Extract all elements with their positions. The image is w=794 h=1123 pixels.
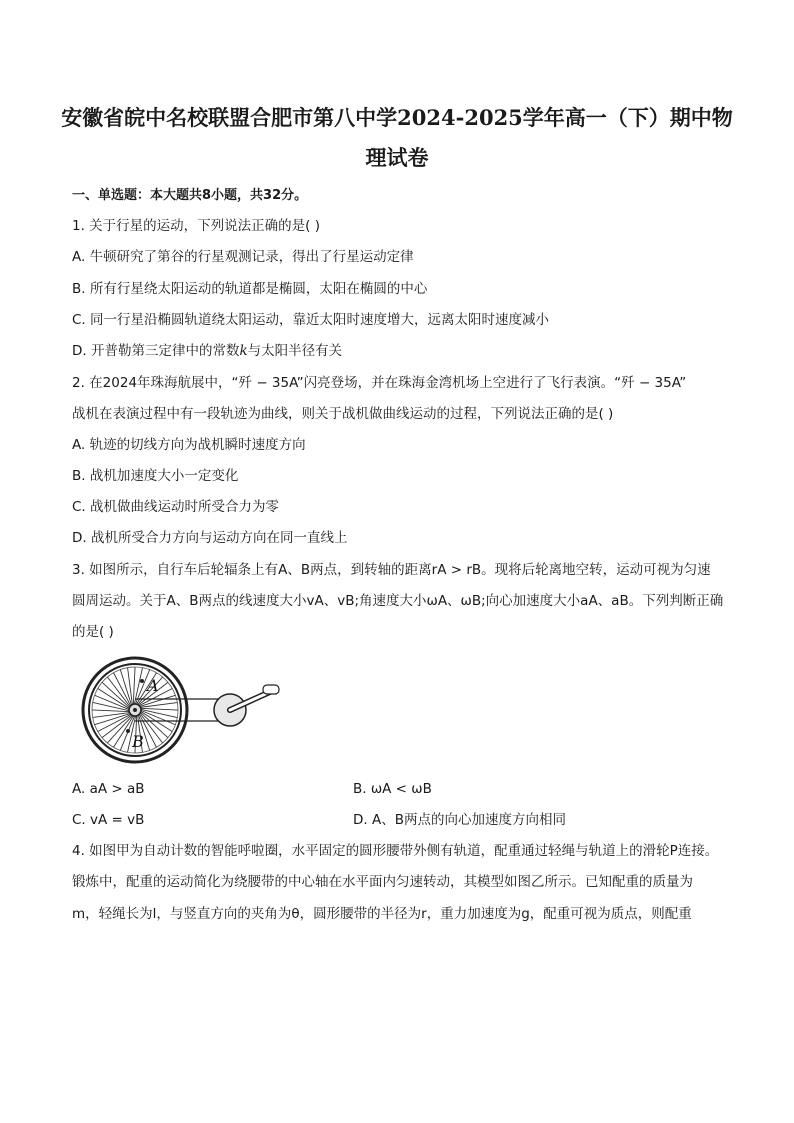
wheel-spoke [140,709,177,717]
q3-option-b: B. ωA < ωB [353,781,432,797]
section-heading: 一、单选题：本大题共8小题，共32分。 [72,188,308,203]
point-a-label: A [147,676,159,695]
q1-option-d [72,342,732,360]
q1-option-c: C. 同一行星沿椭圆轨道绕太阳运动，靠近太阳时速度增大，远离太阳时速度减小 [72,312,550,328]
point-a-dot [140,679,144,683]
q3-option-c: C. vA = vB [72,812,145,828]
q4-stem-line2: 锻炼中，配重的运动简化为绕腰带的中心轴在水平面内匀速转动，其模型如图乙所示。已知配重的质量为 [72,874,693,890]
wheel-spoke [93,702,130,710]
q1-option-d-pre: D. 开普勒第三定律中的常数 [72,343,240,359]
q3-stem-line2: 圆周运动。关于A、B两点的线速度大小vA、vB;角速度大小ωA、ωB;向心加速度大小aA、aB。下列判断正确 [72,593,724,609]
q3-option-d: D. A、B两点的向心加速度方向相同 [353,812,566,828]
q1-option-d-post: 与太阳半径有关 [247,343,343,359]
q2-option-a: A. 轨迹的切线方向为战机瞬时速度方向 [72,437,306,453]
q2-option-b: B. 战机加速度大小一定变化 [72,468,239,484]
q2-stem-line1: 2. 在2024年珠海航展中，“歼 − 35A”闪亮登场，并在珠海金湾机场上空进行了飞行表演。“歼 − 35A” [72,375,687,391]
wheel-spoke [140,708,178,710]
point-b-label: B [132,732,144,751]
wheel-spoke [133,667,135,705]
q1-stem: 1. 关于行星的运动，下列说法正确的是( ) [72,218,320,234]
q1-option-a: A. 牛顿研究了第谷的行星观测记录，得出了行星运动定律 [72,249,414,265]
exam-title-line2: 理试卷 [365,145,429,170]
q3-stem-line3: 的是( ) [72,624,114,640]
q4-stem-line1: 4. 如图甲为自动计数的智能呼啦圈，水平固定的圆形腰带外侧有轨道，配重通过轻绳与轨道上的滑轮P连接。 [72,843,719,859]
q3-option-a: A. aA > aB [72,781,145,797]
q3-stem-line1: 3. 如图所示，自行车后轮辐条上有A、B两点，到转轴的距离rA > rB。现将后轮离地空转，运动可视为匀速 [72,562,711,578]
q1-option-d-var: k [239,343,248,359]
point-b-dot [126,729,130,733]
exam-title-line1: 安徽省皖中名校联盟合肥市第八中学2024-2025学年高一（下）期中物 [61,105,733,130]
q2-option-d: D. 战机所受合力方向与运动方向在同一直线上 [72,530,348,546]
wheel-spoke [92,710,130,712]
q2-stem-line2: 战机在表演过程中有一段轨迹为曲线，则关于战机做曲线运动的过程，下列说法正确的是( ) [72,406,614,422]
bicycle-wheel-figure [80,655,290,765]
q4-stem-line3: m，轻绳长为l，与竖直方向的夹角为θ，圆形腰带的半径为r，重力加速度为g，配重可视为质点，则配重 [72,906,692,922]
q1-option-b: B. 所有行星绕太阳运动的轨道都是椭圆，太阳在椭圆的中心 [72,281,428,297]
q2-option-c: C. 战机做曲线运动时所受合力为零 [72,499,280,515]
